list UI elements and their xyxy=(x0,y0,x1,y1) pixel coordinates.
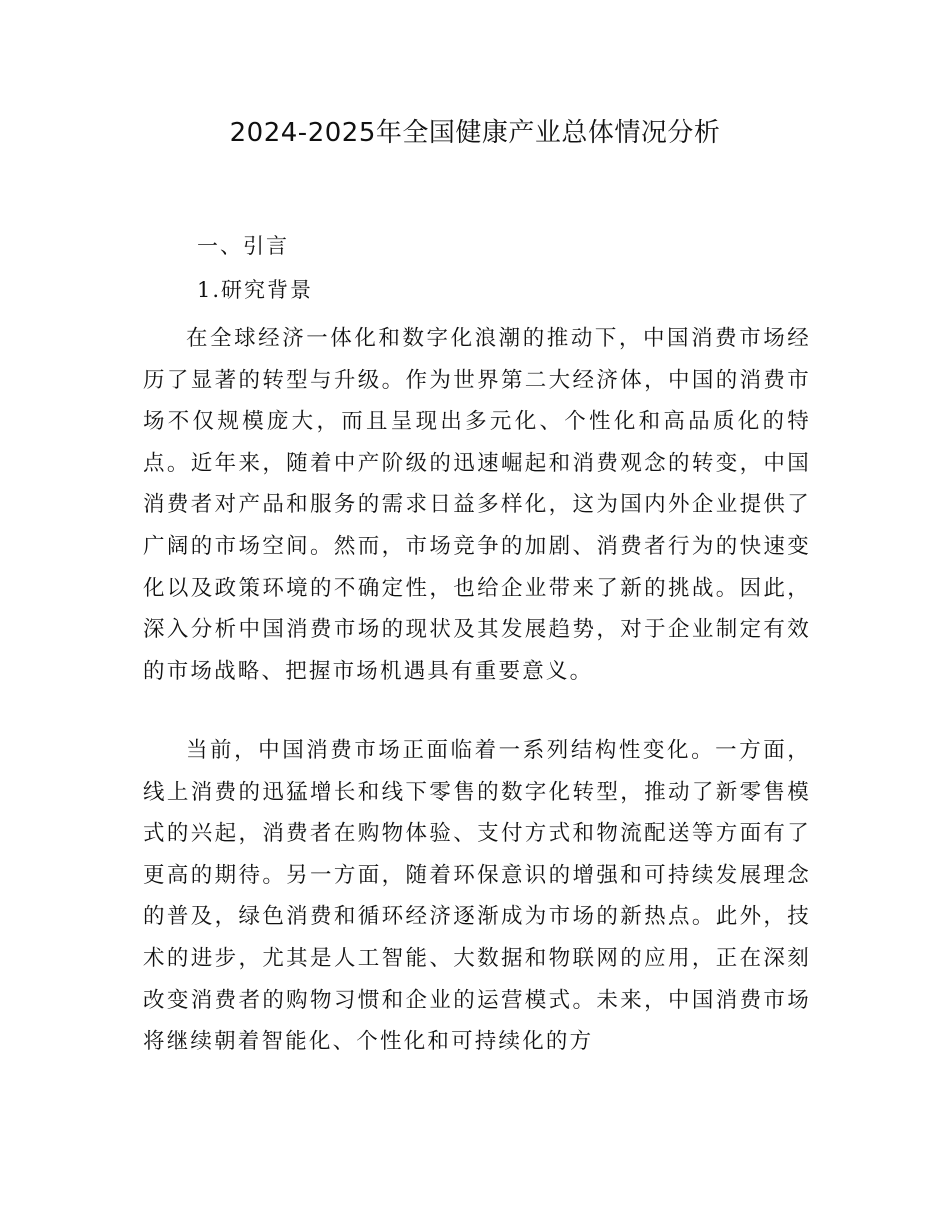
document-title: 2024-2025年全国健康产业总体情况分析 xyxy=(229,118,721,148)
subsection-heading: 1.研究背景 xyxy=(197,278,314,302)
body-paragraph: 当前，中国消费市场正面临着一系列结构性变化。一方面，线上消费的迅猛增长和线下零售的数字化转型，推动了新零售模式的兴起，消费者在购物体验、支付方式和物流配送等方面有了更高的期待。另一方面，随着环保意识的增强和可持续发展理念的普及，绿色消费和循环经济逐渐成为市场的新热点。此外，技术的进步，尤其是人工智能、大数据和物联网的应用，正在深刻改变消费者的购物习惯和企业的运营模式。未来，中国消费市场将继续朝着智能化、个性化和可持续化的方 xyxy=(143,738,811,1055)
paragraph-block-2 xyxy=(143,730,811,1063)
body-paragraph: 在全球经济一体化和数字化浪潮的推动下，中国消费市场经历了显著的转型与升级。作为世界第二大经济体，中国的消费市场不仅规模庞大，而且呈现出多元化、个性化和高品质化的特点。近年来，随着中产阶级的迅速崛起和消费观念的转变，中国消费者对产品和服务的需求日益多样化，这为国内外企业提供了广阔的市场空间。然而，市场竞争的加剧、消费者行为的快速变化以及政策环境的不确定性，也给企业带来了新的挑战。因此，深入分析中国消费市场的现状及其发展趋势，对于企业制定有效的市场战略、把握市场机遇具有重要意义。 xyxy=(143,326,811,684)
paragraph-block-1 xyxy=(143,318,811,692)
section-heading: 一、引言 xyxy=(197,234,289,258)
